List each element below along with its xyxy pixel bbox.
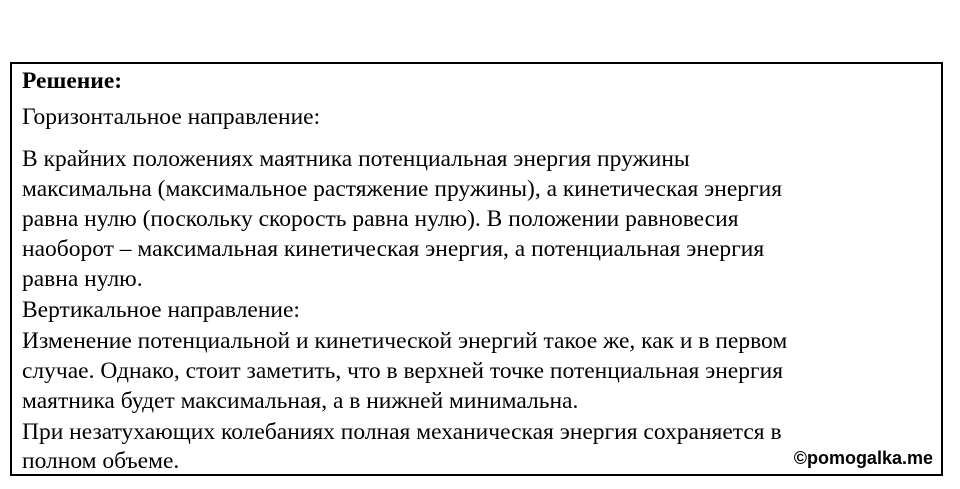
horizontal-paragraph-line-4: наоборот – максимальная кинетическая энергия, а потенциальная энергия bbox=[22, 236, 765, 262]
vertical-paragraph-line-2: случае. Однако, стоит заметить, что в верхней точке потенциальная энергия bbox=[22, 358, 784, 384]
vertical-heading: Вертикальное направление: bbox=[22, 297, 300, 323]
conclusion-line-2: полном объеме. bbox=[22, 448, 180, 474]
horizontal-heading: Горизонтальное направление: bbox=[22, 104, 321, 130]
watermark: ©pomogalka.me bbox=[793, 448, 933, 468]
horizontal-paragraph-line-2: максимальна (максимальное растяжение пружины), а кинетическая энергия bbox=[22, 176, 783, 202]
horizontal-paragraph-line-3: равна нулю (поскольку скорость равна нулю). В положении равновесия bbox=[22, 206, 739, 232]
vertical-paragraph-line-3: маятника будет максимальная, а в нижней минимальна. bbox=[22, 388, 579, 414]
horizontal-paragraph-line-1: В крайних положениях маятника потенциальная энергия пружины bbox=[22, 146, 690, 172]
horizontal-paragraph-line-5: равна нулю. bbox=[22, 266, 143, 292]
solution-box bbox=[10, 62, 943, 476]
solution-heading: Решение: bbox=[22, 68, 123, 94]
vertical-paragraph-line-1: Изменение потенциальной и кинетической энергий такое же, как и в первом bbox=[22, 328, 788, 354]
conclusion-line-1: При незатухающих колебаниях полная механическая энергия сохраняется в bbox=[22, 419, 782, 445]
